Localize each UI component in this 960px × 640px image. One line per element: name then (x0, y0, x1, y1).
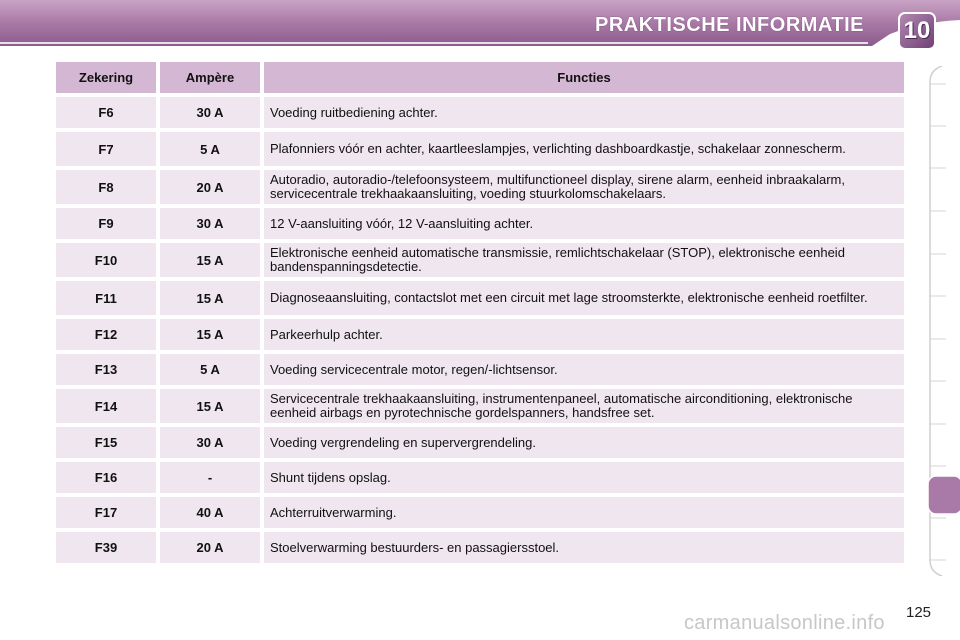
page-number: 125 (906, 604, 932, 621)
fuse-cell: F14 (56, 389, 156, 423)
fuse-cell: F10 (56, 243, 156, 277)
function-cell: Autoradio, autoradio-/telefoonsysteem, multifunctioneel display, sirene alarm, eenheid inbraakalarm, servicecentrale trekhaakaansluiting, voeding stuurkolomschakelaars. (264, 170, 904, 204)
table-row (56, 497, 904, 528)
column-header-ampere: Ampère (160, 62, 260, 93)
function-cell: Stoelverwarming bestuurders- en passagiersstoel. (264, 532, 904, 563)
table-row (56, 97, 904, 128)
watermark: carmanualsonline.info (684, 612, 885, 634)
table-row (56, 354, 904, 385)
function-cell: Voeding ruitbediening achter. (264, 97, 904, 128)
chapter-title: PRAKTISCHE INFORMATIE (594, 14, 864, 36)
ampere-cell: - (160, 462, 260, 493)
fuse-cell: F8 (56, 170, 156, 204)
fuse-cell: F17 (56, 497, 156, 528)
ampere-cell: 15 A (160, 389, 260, 423)
ampere-cell: 30 A (160, 427, 260, 458)
table-row (56, 389, 904, 423)
function-cell: Servicecentrale trekhaakaansluiting, instrumentenpaneel, automatische airconditioning, elektronische eenheid airbags en pyrotechnische gordelspanners, handsfree set. (264, 389, 904, 423)
table-row (56, 243, 904, 277)
table-row (56, 132, 904, 166)
table-row (56, 170, 904, 204)
ampere-cell: 20 A (160, 170, 260, 204)
function-cell: Voeding servicecentrale motor, regen/-lichtsensor. (264, 354, 904, 385)
function-cell: Plafonniers vóór en achter, kaartleeslampjes, verlichting dashboardkastje, schakelaar zonnescherm. (264, 132, 904, 166)
ampere-cell: 15 A (160, 281, 260, 315)
table-row (56, 532, 904, 563)
function-cell: Voeding vergrendeling en supervergrendeling. (264, 427, 904, 458)
table-row (56, 319, 904, 350)
fuse-cell: F12 (56, 319, 156, 350)
chapter-number: 10 (903, 17, 931, 44)
function-cell: Achterruitverwarming. (264, 497, 904, 528)
chapter-side-tabs (928, 66, 960, 576)
column-header-functions: Functies (264, 62, 904, 93)
ampere-cell: 15 A (160, 319, 260, 350)
table-row (56, 281, 904, 315)
column-header-fuse: Zekering (56, 62, 156, 93)
table-header-row (56, 62, 904, 93)
ampere-cell: 30 A (160, 208, 260, 239)
fuse-cell: F9 (56, 208, 156, 239)
fuse-cell: F7 (56, 132, 156, 166)
ampere-cell: 20 A (160, 532, 260, 563)
table-row (56, 462, 904, 493)
function-cell: Parkeerhulp achter. (264, 319, 904, 350)
fuse-cell: F13 (56, 354, 156, 385)
fuse-cell: F11 (56, 281, 156, 315)
ampere-cell: 30 A (160, 97, 260, 128)
ampere-cell: 5 A (160, 132, 260, 166)
ampere-cell: 15 A (160, 243, 260, 277)
function-cell: Diagnoseaansluiting, contactslot met een circuit met lage stroomsterkte, elektronische eenheid roetfilter. (264, 281, 904, 315)
table-row (56, 208, 904, 239)
fuse-cell: F15 (56, 427, 156, 458)
function-cell: Elektronische eenheid automatische transmissie, remlichtschakelaar (STOP), elektronische eenheid bandenspanningsdetectie. (264, 243, 904, 277)
function-cell: Shunt tijdens opslag. (264, 462, 904, 493)
table-row (56, 427, 904, 458)
fuse-table (56, 62, 904, 567)
function-cell: 12 V-aansluiting vóór, 12 V-aansluiting achter. (264, 208, 904, 239)
fuse-cell: F6 (56, 97, 156, 128)
fuse-cell: F16 (56, 462, 156, 493)
fuse-cell: F39 (56, 532, 156, 563)
ampere-cell: 5 A (160, 354, 260, 385)
ampere-cell: 40 A (160, 497, 260, 528)
